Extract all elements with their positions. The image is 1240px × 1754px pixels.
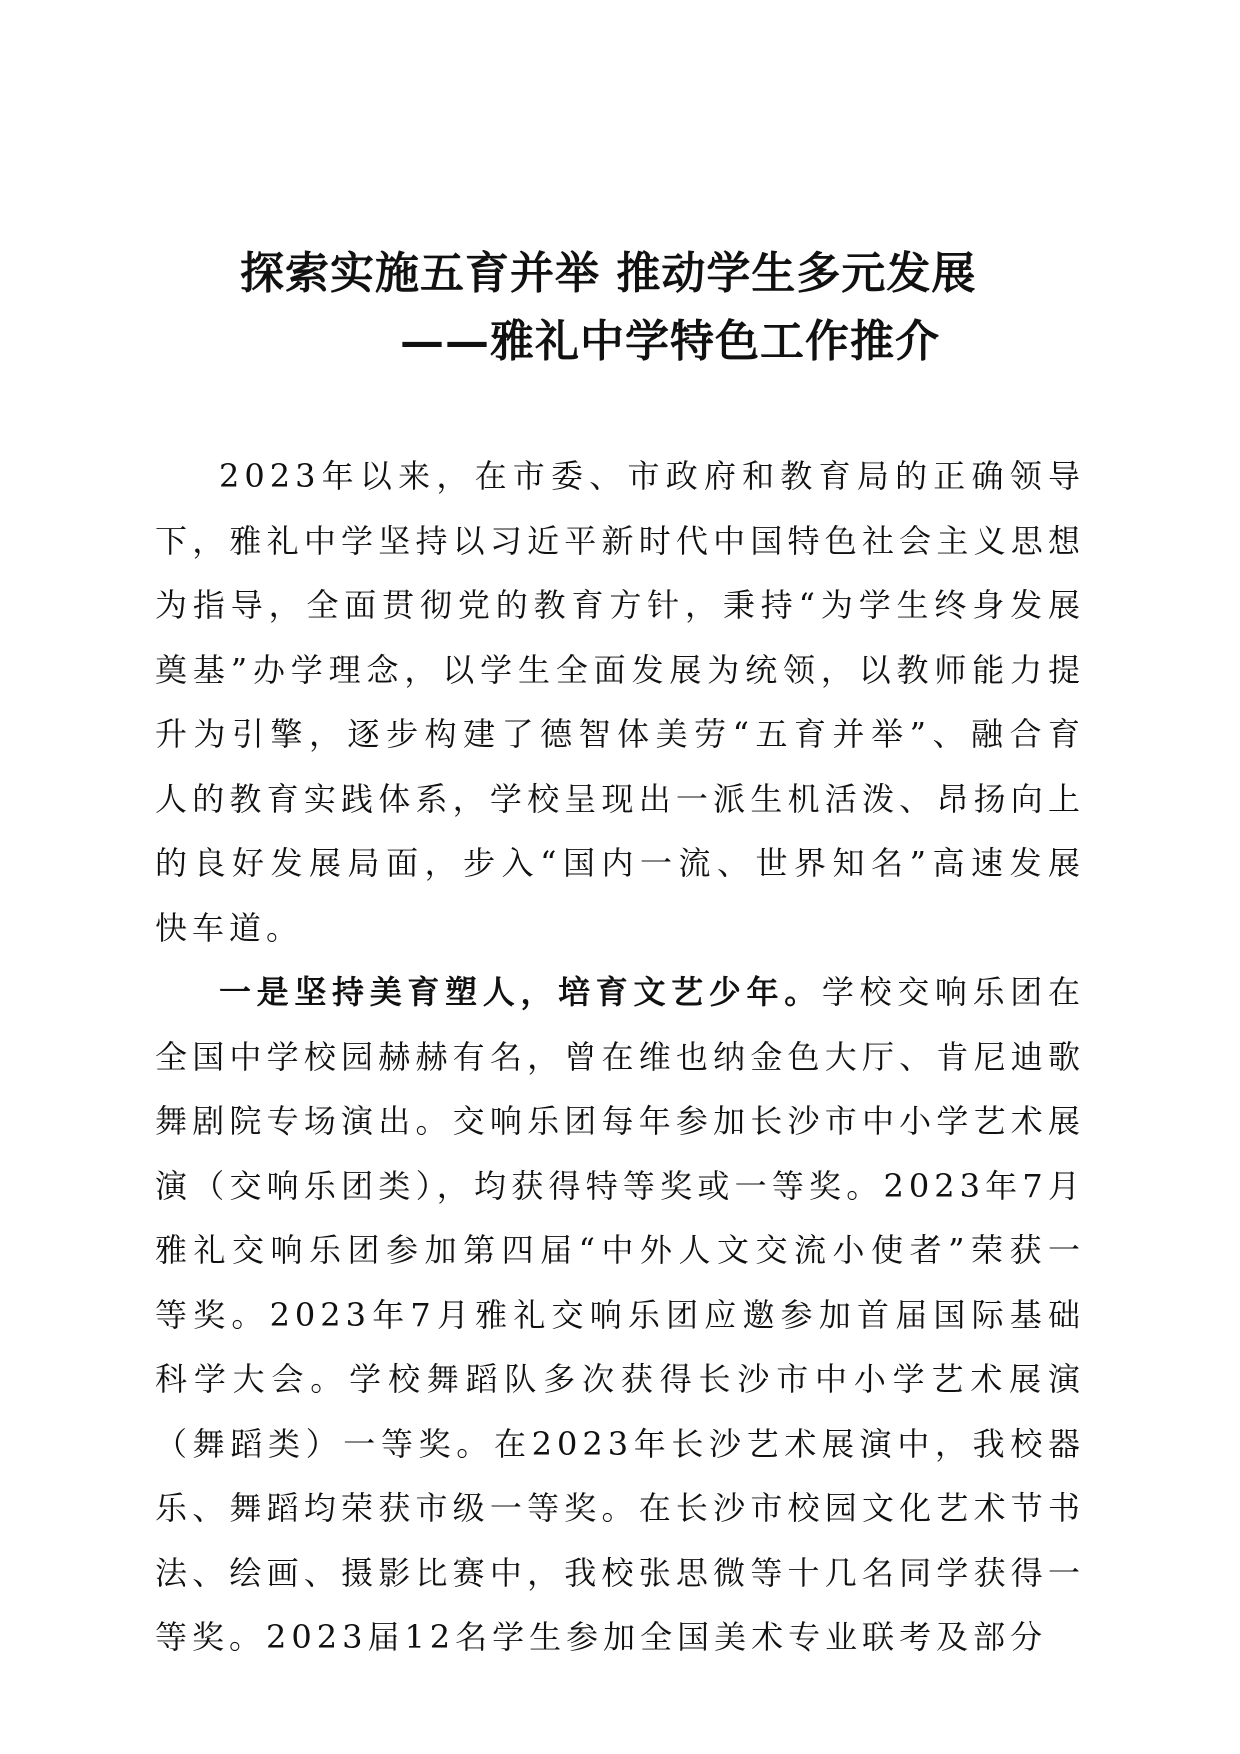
paragraph-intro [155, 444, 1085, 960]
document-title: 探索实施五育并举 推动学生多元发展 [240, 248, 977, 299]
document-body [155, 444, 1085, 1670]
paragraph-lead-heading: 一是坚持美育塑人，培育文艺少年。 [219, 973, 822, 1011]
paragraph-aesthetic-education [155, 960, 1085, 1670]
paragraph-intro-text: 2023年以来，在市委、市政府和教育局的正确领导下，雅礼中学坚持以习近平新时代中国特色社会主义思想为指导，全面贯彻党的教育方针，秉持“为学生终身发展奠基”办学理念，以学生全面发展为统领，以教师能力提升为引擎，逐步构建了德智体美劳“五育并举”、融合育人的教育实践体系，学校呈现出一派生机活泼、昂扬向上的良好发展局面，步入“国内一流、世界知名”高速发展快车道。 [155, 457, 1085, 947]
paragraph-aesthetic-text: 学校交响乐团在全国中学校园赫赫有名，曾在维也纳金色大厅、肯尼迪歌舞剧院专场演出。交响乐团每年参加长沙市中小学艺术展演（交响乐团类），均获得特等奖或一等奖。2023年7月雅礼交响乐团参加第四届“中外人文交流小使者”荣获一等奖。2023年7月雅礼交响乐团应邀参加首届国际基础科学大会。学校舞蹈队多次获得长沙市中小学艺术展演（舞蹈类）一等奖。在2023年长沙艺术展演中，我校器乐、舞蹈均荣获市级一等奖。在长沙市校园文化艺术节书法、绘画、摄影比赛中，我校张思微等十几名同学获得一等奖。2023届12名学生参加全国美术专业联考及部分 [155, 973, 1085, 1656]
document-subtitle: ——雅礼中学特色工作推介 [400, 316, 940, 367]
